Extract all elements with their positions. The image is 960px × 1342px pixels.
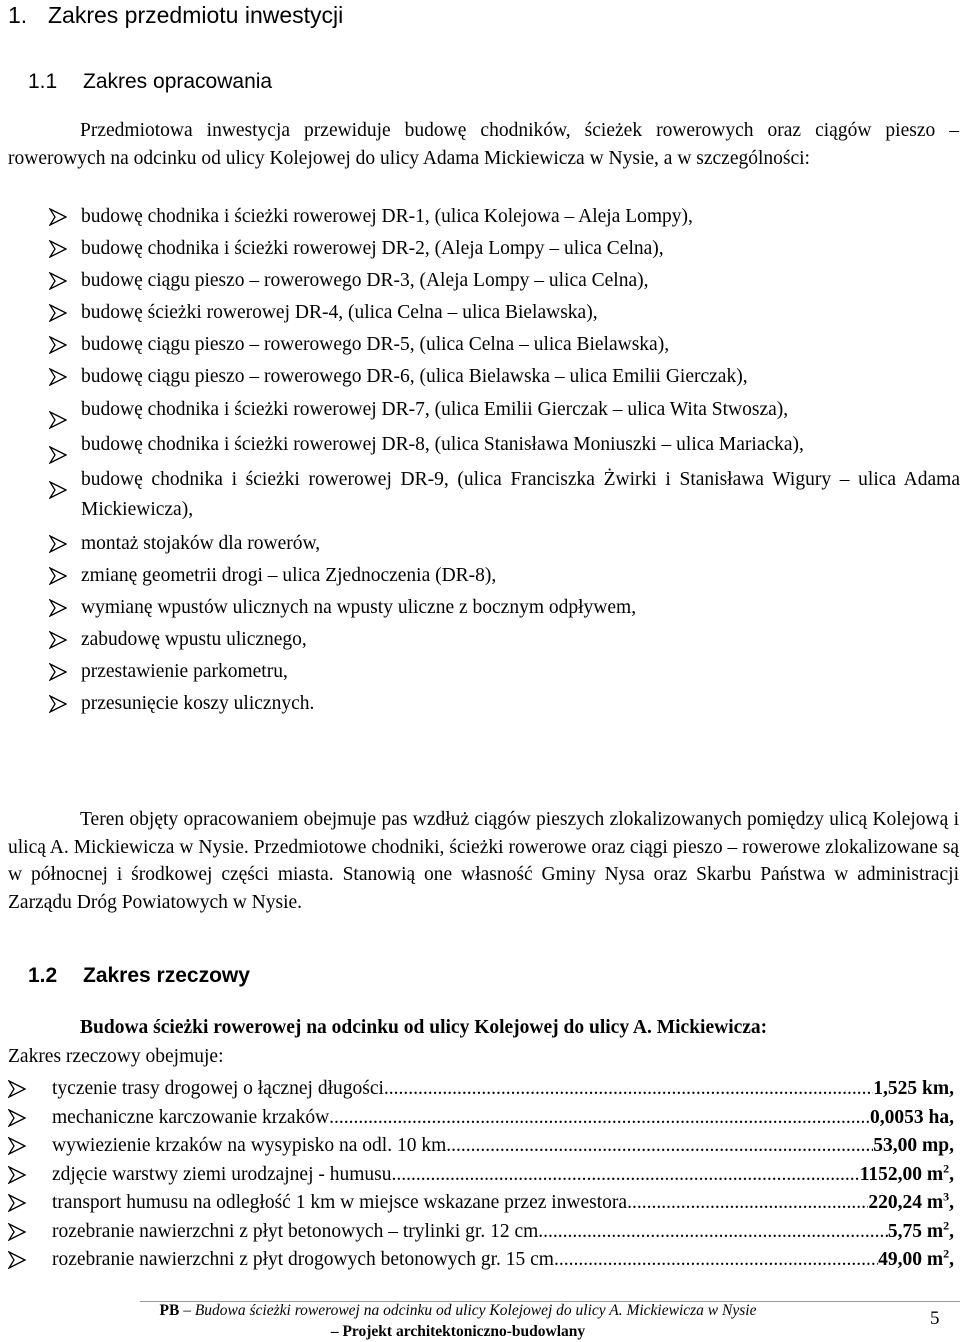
page-footer	[138, 1300, 778, 1342]
scope-item-text: montaż stojaków dla rowerów,	[81, 533, 321, 554]
intro-paragraph	[8, 117, 959, 172]
quantity-punctuation: ,	[949, 1192, 954, 1213]
scope-item	[8, 688, 960, 720]
scope-item	[8, 624, 960, 656]
arrow-bullet-icon	[8, 1251, 26, 1269]
arrow-bullet-icon	[49, 446, 67, 464]
arrow-bullet-icon	[49, 567, 67, 585]
scope-item-text: budowę chodnika i ścieżki rowerowej DR-9, (ulica Franciszka Żwirki i Stanisława Wigury – ulica Adama Mickiewicza),	[81, 469, 960, 520]
arrow-bullet-icon	[8, 1137, 26, 1155]
scope-item	[8, 265, 960, 297]
arrow-bullet-icon	[49, 368, 67, 386]
arrow-bullet-icon	[49, 535, 67, 553]
scope-item-text: zabudowę wpustu ulicznego,	[81, 629, 307, 650]
quantity-amount: 220,24 m	[868, 1192, 944, 1213]
footer-line-1	[138, 1300, 778, 1321]
scope-subheading: Budowa ścieżki rowerowej na odcinku od ulicy Kolejowej do ulicy A. Mickiewicza:	[80, 1017, 768, 1038]
quantity-amount: 0,0053 ha,	[870, 1106, 954, 1128]
arrow-bullet-icon	[49, 240, 67, 258]
quantity-amount: 5,75 m	[887, 1220, 944, 1242]
scope-item-text: budowę ciągu pieszo – rowerowego DR-3, (Aleja Lompy – ulica Celna),	[81, 270, 649, 291]
dot-leader	[554, 1246, 878, 1275]
intro-text: Przedmiotowa inwestycja przewiduje budowę chodników, ścieżek rowerowych oraz ciągów pieszo – rowerowych na odcinku od ulicy Kolejowej do ulicy Adama Mickiewicza w Nysie, a w szczególności:	[8, 120, 959, 169]
quantity-punctuation: ,	[949, 1249, 954, 1270]
quantity-punctuation: ,	[949, 1163, 954, 1185]
section-number: 1.2	[28, 964, 58, 987]
scope-item-text: budowę ciągu pieszo – rowerowego DR-6, (ulica Bielawska – ulica Emilii Gierczak),	[81, 366, 748, 387]
arrow-bullet-icon	[49, 208, 67, 226]
quantity-item-text: mechaniczne karczowanie krzaków	[52, 1106, 330, 1128]
dot-leader	[384, 1075, 873, 1104]
quantity-item	[8, 1218, 954, 1247]
section-title: Zakres opracowania	[83, 70, 273, 93]
quantity-item-text: tyczenie trasy drogowej o łącznej długości	[52, 1078, 384, 1099]
scope-list	[8, 201, 960, 720]
scope-item-text: budowę chodnika i ścieżki rowerowej DR-2, (Aleja Lompy – ulica Celna),	[81, 238, 664, 259]
arrow-bullet-icon	[49, 631, 67, 649]
arrow-bullet-icon	[49, 411, 67, 429]
quantity-value	[860, 1161, 954, 1190]
quantity-item	[8, 1161, 954, 1190]
quantity-item	[8, 1189, 954, 1218]
area-text: Teren objęty opracowaniem obejmuje pas wzdłuż ciągów pieszych zlokalizowanych pomiędzy ulicą Kolejową i ulicą A. Mickiewicza w Nysie. Przedmiotowe chodniki, ścieżki rowerowe oraz ciągi pieszo – rowerowe zlokalizowane są w północnej i środkowej części miasta. Stanowią one własność Gminy Nysa oraz Skarbu Państwa w administracji Zarządu Dróg Powiatowych w Nysie.	[8, 809, 959, 913]
arrow-bullet-icon	[8, 1223, 26, 1241]
dot-leader	[538, 1218, 888, 1247]
scope-item-text: przestawienie parkometru,	[81, 661, 288, 682]
scope-item	[8, 463, 960, 528]
scope-item-text: budowę chodnika i ścieżki rowerowej DR-8, (ulica Stanisława Moniuszki – ulica Mariacka),	[81, 434, 804, 455]
arrow-bullet-icon	[8, 1080, 26, 1098]
scope-item	[8, 201, 960, 233]
quantity-value	[868, 1189, 954, 1218]
quantity-value	[870, 1104, 954, 1133]
scope-item	[8, 528, 960, 560]
arrow-bullet-icon	[8, 1109, 26, 1127]
scope-item	[8, 656, 960, 688]
scope-item-text: budowę ścieżki rowerowej DR-4, (ulica Celna – ulica Bielawska),	[81, 302, 598, 323]
footer-prefix: PB	[159, 1302, 180, 1319]
page-number: 5	[930, 1308, 940, 1329]
quantity-item	[8, 1104, 954, 1133]
scope-item	[8, 233, 960, 265]
unit-exponent: 2	[943, 1161, 950, 1175]
quantity-item-text: wywiezienie krzaków na wysypisko na odl. 10 km	[52, 1135, 447, 1156]
scope-item-text: przesunięcie koszy ulicznych.	[81, 693, 315, 714]
arrow-bullet-icon	[49, 695, 67, 713]
section-heading-1-1	[28, 68, 272, 96]
arrow-bullet-icon	[8, 1194, 26, 1212]
quantity-item-text: zdjęcie warstwy ziemi urodzajnej - humusu	[52, 1163, 392, 1185]
quantity-item-text: transport humusu na odległość 1 km w miejsce wskazane przez inwestora	[52, 1192, 628, 1213]
chapter-number: 1.	[8, 2, 28, 28]
unit-exponent: 2	[943, 1246, 950, 1261]
scope-item	[8, 297, 960, 329]
arrow-bullet-icon	[49, 599, 67, 617]
section-heading-1-2	[28, 962, 250, 990]
scope-item-text: budowę chodnika i ścieżki rowerowej DR-1, (ulica Kolejowa – Aleja Lompy),	[81, 206, 693, 227]
footer-title: – Budowa ścieżki rowerowej na odcinku od ulicy Kolejowej do ulicy A. Mickiewicza w Nysie	[179, 1302, 757, 1319]
dot-leader	[446, 1132, 873, 1161]
quantity-value	[878, 1246, 954, 1275]
dot-leader	[627, 1189, 868, 1218]
quantity-item	[8, 1246, 954, 1275]
chapter-heading	[8, 0, 343, 30]
quantity-item-text: rozebranie nawierzchni z płyt betonowych – trylinki gr. 12 cm	[52, 1220, 539, 1242]
quantity-value	[873, 1075, 954, 1104]
section-number: 1.1	[28, 70, 58, 93]
scope-intro: Zakres rzeczowy obejmuje:	[8, 1046, 224, 1067]
unit-exponent: 3	[943, 1189, 950, 1204]
quantity-amount: 49,00 m	[878, 1249, 944, 1270]
quantity-amount: 1,525 km,	[873, 1078, 954, 1099]
quantity-item	[8, 1075, 954, 1104]
scope-item	[8, 329, 960, 361]
quantity-amount: 53,00 mp,	[873, 1135, 954, 1156]
quantity-value	[888, 1218, 954, 1247]
scope-item-text: zmianę geometrii drogi – ulica Zjednoczenia (DR-8),	[81, 565, 497, 586]
quantity-item	[8, 1132, 954, 1161]
quantity-item-text: rozebranie nawierzchni z płyt drogowych betonowych gr. 15 cm	[52, 1249, 554, 1270]
area-paragraph	[8, 806, 959, 916]
arrow-bullet-icon	[8, 1166, 26, 1184]
section-title: Zakres rzeczowy	[83, 964, 250, 987]
arrow-bullet-icon	[49, 481, 67, 499]
quantity-amount: 1152,00 m	[859, 1163, 944, 1185]
arrow-bullet-icon	[49, 663, 67, 681]
quantity-list	[8, 1075, 954, 1275]
scope-item	[8, 592, 960, 624]
scope-item-text: budowę chodnika i ścieżki rowerowej DR-7, (ulica Emilii Gierczak – ulica Wita Stwosza),	[81, 399, 789, 420]
scope-item-text: wymianę wpustów ulicznych na wpusty uliczne z bocznym odpływem,	[81, 597, 637, 618]
dot-leader	[392, 1161, 860, 1190]
scope-item	[8, 560, 960, 592]
unit-exponent: 2	[943, 1218, 950, 1232]
arrow-bullet-icon	[49, 272, 67, 290]
arrow-bullet-icon	[49, 304, 67, 322]
arrow-bullet-icon	[49, 336, 67, 354]
footer-subtitle: – Projekt architektoniczno-budowlany	[330, 1323, 586, 1340]
scope-item	[8, 393, 960, 428]
quantity-punctuation: ,	[949, 1220, 954, 1242]
scope-item	[8, 361, 960, 393]
scope-item	[8, 428, 960, 463]
quantity-value	[873, 1132, 954, 1161]
dot-leader	[329, 1104, 870, 1133]
chapter-title: Zakres przedmiotu inwestycji	[48, 2, 344, 28]
scope-item-text: budowę ciągu pieszo – rowerowego DR-5, (ulica Celna – ulica Bielawska),	[81, 334, 670, 355]
